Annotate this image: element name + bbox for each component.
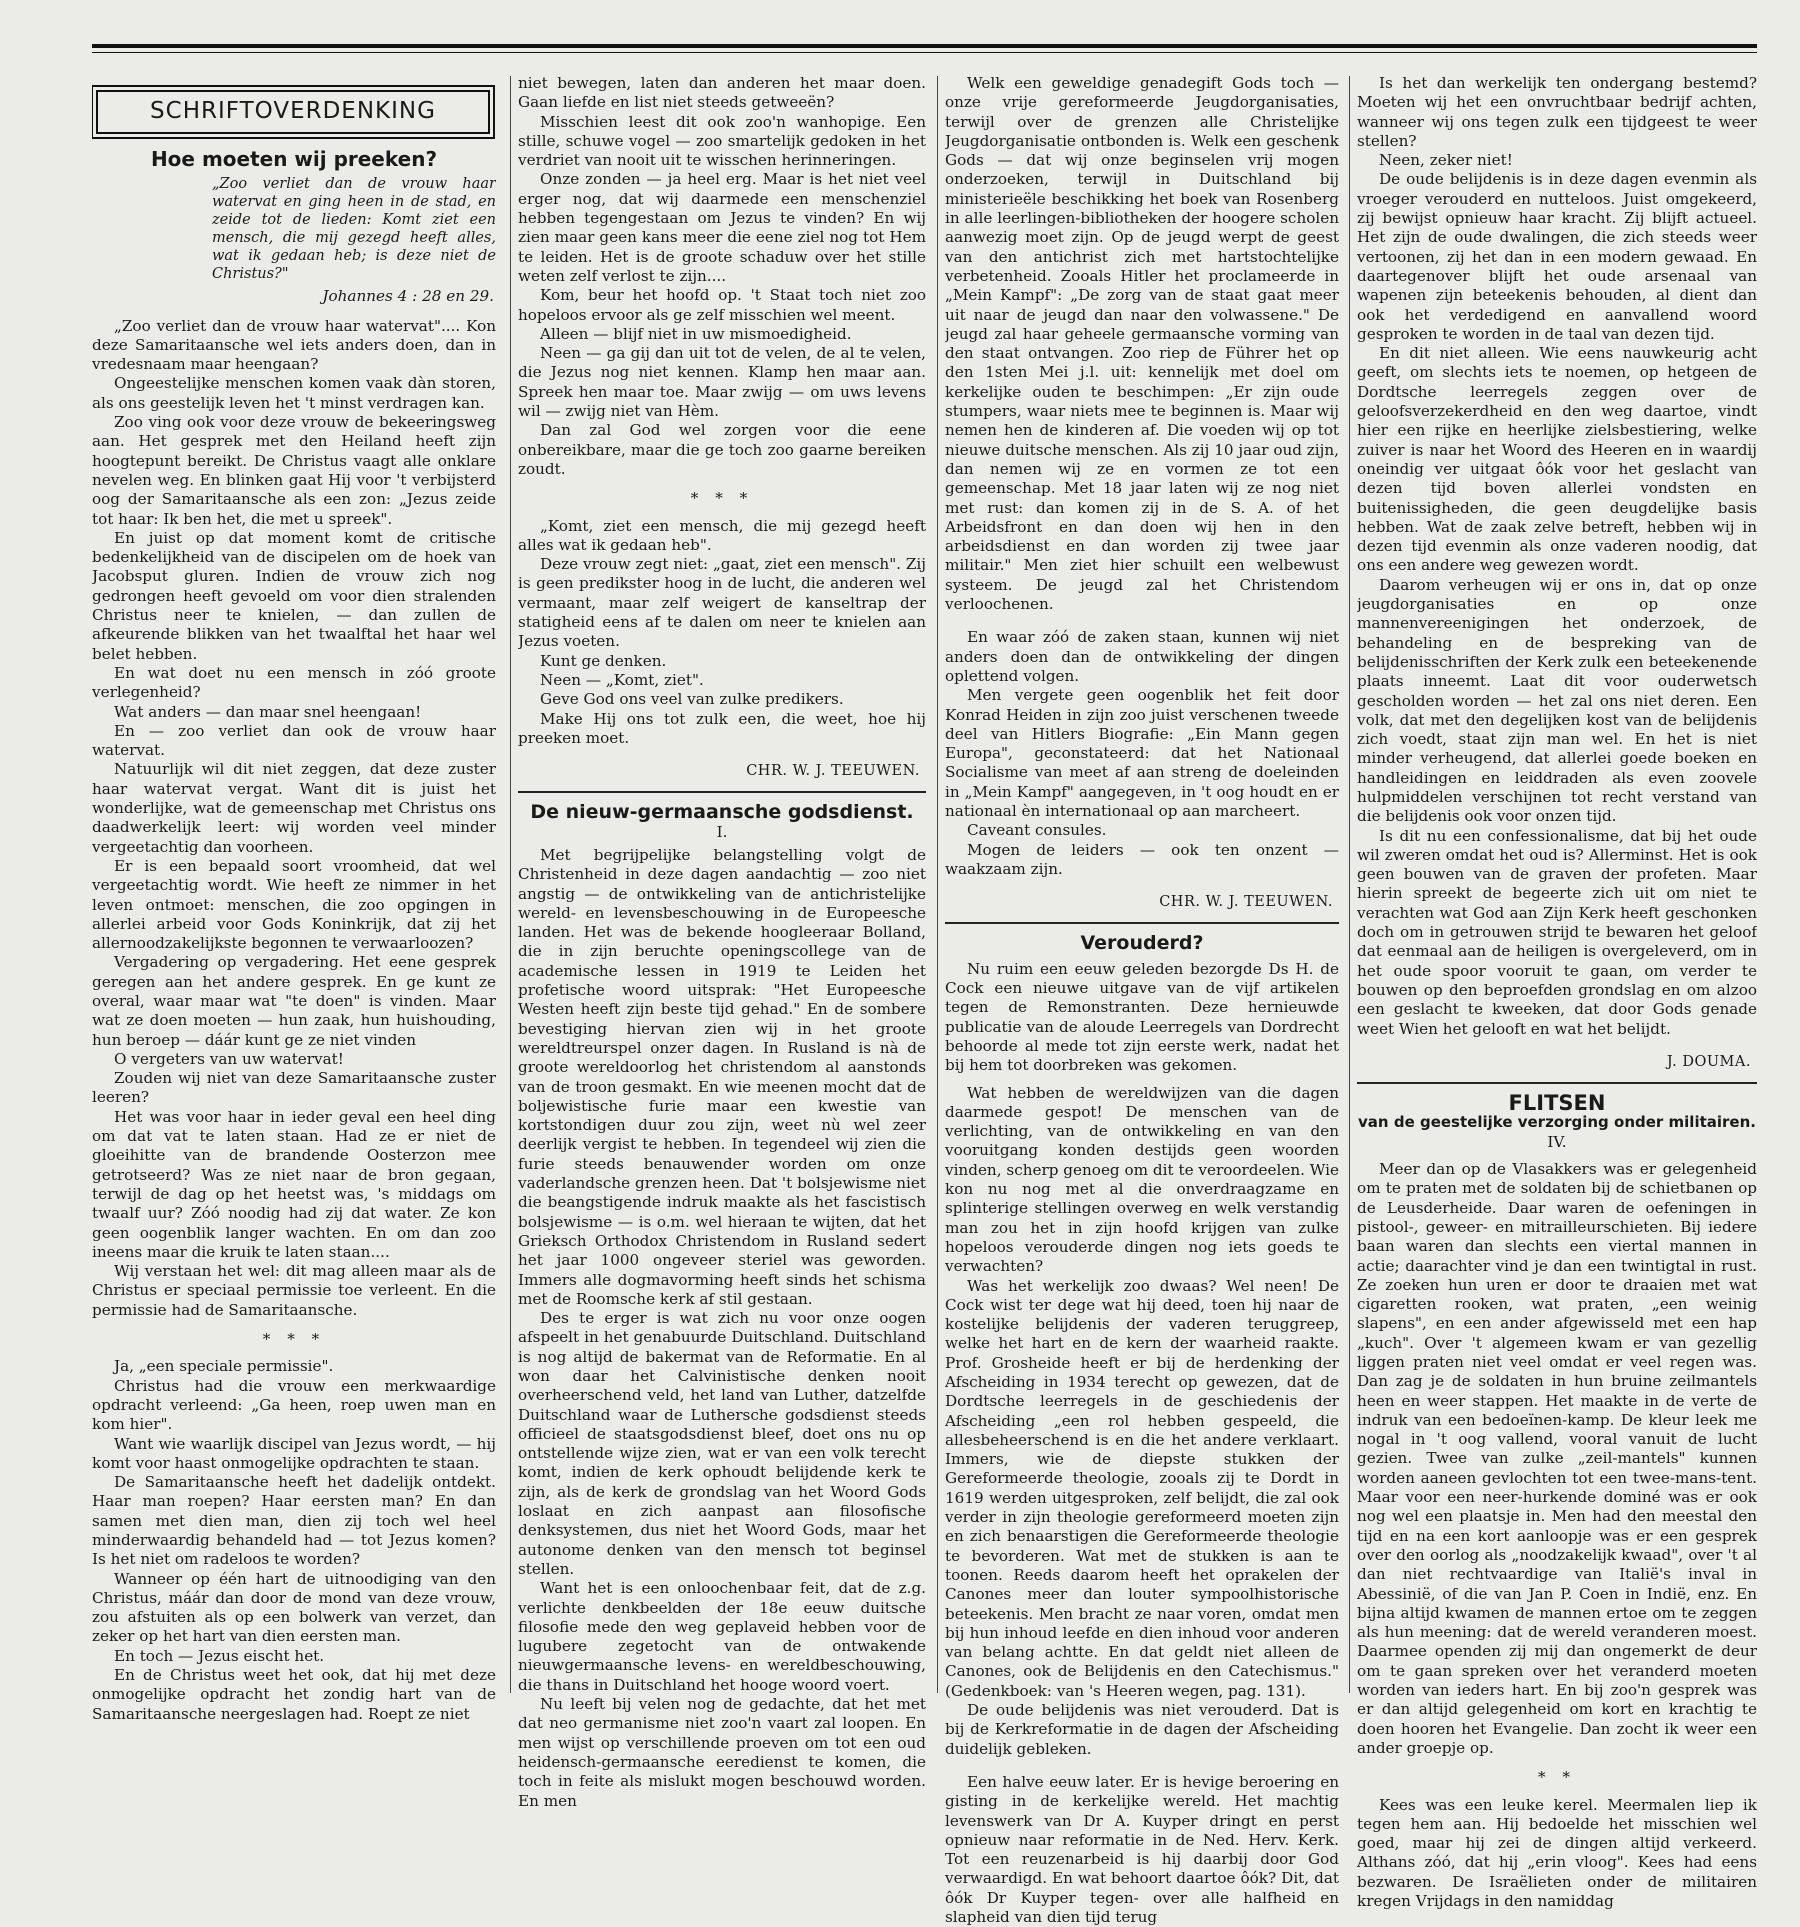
article-title: De nieuw-germaansche godsdienst. [530, 801, 914, 824]
article-part-number: IV. [1547, 1132, 1567, 1151]
paragraph: Zouden wij niet van deze Samaritaansche zuster leeren? [92, 1069, 496, 1107]
paragraph: Nu leeft bij velen nog de gedachte, dat het met dat neo germanisme niet zoo'n vaart zal loopen. En men wijst op verschillende proeven om tot een oud heidensch-germaansche eeredienst te komen, die toch in feite als mislukt mogen beschouwd worden. En men [518, 1695, 926, 1810]
paragraph: Alleen — blijf niet in uw mismoedigheid. [540, 324, 852, 343]
paragraph: Dan zal God wel zorgen voor die eene onbereikbare, maar die ge toch zoo gaarne bereiken zoudt. [518, 421, 926, 478]
section-box-heading: SCHRIFTOVERDENKING [96, 90, 490, 134]
paragraph: Misschien leest dit ook zoo'n wanhopige. Een stille, schuwe vogel — zoo smartelijk gedoken in het verdriet van nooit uit te wisschen herinneringen. [518, 112, 926, 170]
paragraph: Was het werkelijk zoo dwaas? Wel neen! De Cock wist ter dege wat hij deed, toen hij naar de kostelijke belijdenis der vaderen teruggreep, welke het hart en de kern der waarheid raakte. Prof. Grosheide heeft er bij de herdenking der Afscheiding in 1934 terecht op gewezen, dat de Dordtsche leerregels in de geschiedenis der Afscheiding „een rol hebben gespeeld, die allesbeheerschend is en die het andere verklaart. Immers, wie de diepste stukken der Gereformeerde theologie, zooals zij te Dordt in 1619 werden uitgesproken, zelf belijdt, die zal ook verder in zijn theologie gereformeerd moeten zijn en zich benaarstigen die Gereformeerde theologie te bevorderen. Wat met de stukken is aan te toonen. Reeds daarom heeft het oprakelen der Canones meer dan louter sympoolhistorische beteekenis. Men bracht ze naar voren, omdat men bij hun inhoud leefde en dien inhoud voor anderen van belang achtte. En dat geldt niet alleen de Canones, ook de Belijdenis en den Catechismus." (Gedenkboek: van 's Heeren wegen, pag. 131). [945, 1276, 1339, 1700]
paragraph: Kom, beur het hoofd op. 't Staat toch niet zoo hopeloos ervoor als ge zelf misschien wel meent. [518, 286, 926, 324]
author-signature: CHR. W. J. TEEUWEN. [1159, 894, 1333, 911]
paragraph: Want wie waarlijk discipel van Jezus wordt, — hij komt voor haast onmogelijke opdrachten te staan. [92, 1434, 496, 1472]
column-2 [518, 74, 926, 1811]
top-rule-thin [92, 52, 1757, 53]
paragraph: En waar zóó de zaken staan, kunnen wij niet anders doen dan de ontwikkeling der dingen oplettend volgen. [945, 628, 1339, 685]
paragraph: Is het dan werkelijk ten ondergang bestemd? Moeten wij het een onvruchtbaar bedrijf achten, wanneer wij ons tegen zulk een tijdgeest te weer stellen? [1357, 74, 1757, 150]
paragraph: O vergeters van uw watervat! [114, 1049, 344, 1068]
column-3 [945, 74, 1339, 1927]
paragraph: Neen — „Komt, ziet". [540, 670, 704, 689]
paragraph: Mogen de leiders — ook ten onzent — waakzaam zijn. [945, 840, 1339, 878]
paragraph: Geve God ons veel van zulke predikers. [540, 690, 844, 709]
paragraph: Want het is een onloochenbaar feit, dat de z.g. verlichte denkbeelden der 18e eeuw duitsche filosofie mede den weg geplaveid hebben voor de lugubere zegetocht van de ontwakende nieuwgermaansche levens- en wereldbeschouwing, die thans in Duitschland het hooge woord voert. [518, 1579, 926, 1694]
paragraph: Er is een bepaald soort vroomheid, dat wel vergeetachtig wordt. Wie heeft ze nimmer in het leven ontmoet: menschen, die zoo opgingen in allerlei arbeid voor Gods Koninkrijk, dat zij het allernoodzakelijkste begonnen te verwaarloozen? [92, 856, 496, 953]
paragraph: De oude belijdenis is in deze dagen evenmin als vroeger verouderd en nutteloos. Juist omgekeerd, zij bewijst opnieuw haar kracht. Zij blijft actueel. Het zijn de oude dwalingen, die zich steeds weer vertoonen, zij het dan in een modern gewaad. En daartegenover blijft het oude arsenaal van wapenen zijn beteekenis behouden, al dient dan ook het verdedigend en aanvallend woord gesproken te worden in de taal van dezen tijd. [1357, 170, 1757, 343]
paragraph: Onze zonden — ja heel erg. Maar is het niet veel erger nog, dat wij daarmede een menschenziel hebben tegengestaan om Jezus te vinden? En wij zien maar geen kans meer die eene ziel nog tot Hem te leiden. Het is de groote schaduw over het stille weten zelf verlost te zijn.... [518, 170, 926, 285]
section-divider-stars: * * [1537, 1768, 1576, 1787]
paragraph: Make Hij ons tot zulk een, die weet, hoe hij preeken moet. [518, 709, 926, 747]
paragraph: Deze vrouw zegt niet: „gaat, ziet een mensch". Zij is geen predikster hoog in de lucht, die anderen wel vermaant, maar zelf weigert de kanseltrap der statigheid eens af te dalen om neer te knielen aan Jezus voeten. [518, 555, 926, 651]
paragraph: Daarom verheugen wij er ons in, dat op onze jeugdorganisaties en op onze mannenvereenigingen het onderzoek, de behandeling en de bespreking van de belijdenisschriften der Kerk zulk een beteekenende plaats inneemt. Laat dit voor ouderwetsch gescholden worden — het zal ons niet deren. Een volk, dat met den degelijken kost van de belijdenis zich voedt, staat zijn man wel. En het is niet minder verheugend, dat allerlei goede boeken en handleidingen en leiddraden als even zoovele hulpmiddelen verschijnen tot recht verstand van die belijdenis ook voor onzen tijd. [1357, 575, 1757, 826]
article-part-number: I. [716, 822, 728, 841]
paragraph: niet bewegen, laten dan anderen het maar doen. Gaan liefde en list niet steeds getweeën? [518, 74, 926, 112]
author-signature: CHR. W. J. TEEUWEN. [746, 763, 920, 780]
scripture-reference: Johannes 4 : 28 en 29. [322, 287, 494, 306]
section-divider-stars: * * * [690, 489, 754, 508]
article-separator [1357, 1082, 1757, 1084]
article-separator [945, 922, 1339, 924]
top-rule [92, 44, 1757, 48]
article-subtitle: van de geestelijke verzorging onder militairen. [1358, 1113, 1756, 1132]
paragraph: Ongeestelijke menschen komen vaak dàn storen, als ons geestelijk leven het 't minst verdragen kan. [92, 374, 496, 412]
paragraph: De oude belijdenis was niet verouderd. Dat is bij de Kerkreformatie in de dagen der Afscheiding duidelijk gebleken. [945, 1701, 1339, 1758]
paragraph: Des te erger is wat zich nu voor onze oogen afspeelt in het genabuurde Duitschland. Duitschland is nog altijd de bakermat van de Reformatie. En al won daar het Calvinistische denken nooit overheerschend veld, het land van Luther, datzelfde Duitschland waar de Luthersche godsdienst steeds officieel de staatsgodsdienst bleef, doet ons nu op ontstellende wijze zien, wat er van een volk terecht komt, indien de kerk ophoudt belijdende kerk te zijn, als de kerk de grondslag van het Woord Gods loslaat en zich aanpast aan filosofische denksystemen, dus niet het Woord Gods, maar het autonome denken van den mensch tot beginsel stellen. [518, 1309, 926, 1578]
paragraph: Kees was een leuke kerel. Meermalen liep ik tegen hem aan. Hij bedoelde het misschien wel goed, maar hij zei de dingen altijd verkeerd. Althans zóó, dat hij „erin vloog". Kees had eens bezwaren. De Israëlieten onder de militairen kregen Vrijdags in den namiddag [1357, 1795, 1757, 1911]
paragraph: En dit niet alleen. Wie eens nauwkeurig acht geeft, om slechts iets te noemen, op hetgeen de Dordtsche leerregels zeggen over de geloofsverzekerdheid en den weg daartoe, vindt hier een rijke en heerlijke zielsbestiering, welke zuiver is naar het Woord des Heeren en in waardij oneindig ver uitgaat ôók voor het geslacht van dezen tijd boven allerlei vondsten en buitenissigheden, die geen deugdelijke basis hebben. Wat de zaak zelve betreft, hebben wij in dezen tijd evenmin als onze vaderen noodig, dat ons een andere weg gewezen wordt. [1357, 344, 1757, 575]
article-title: Verouderd? [1080, 932, 1204, 955]
paragraph: Natuurlijk wil dit niet zeggen, dat deze zuster haar watervat vergat. Want dit is juist het wonderlijke, wat de gemeenschap met Christus ons daadwerkelijk leert: wij worden veel minder vergeetachtig dan voorheen. [92, 760, 496, 856]
article-title: Hoe moeten wij preeken? [150, 147, 438, 171]
paragraph: Wanneer op één hart de uitnoodiging van den Christus, máár dan door de mond van deze vrouw, zou afstuiten als op een bolwerk van verzet, dan zeker op het hart van dien eersten man. [92, 1569, 496, 1646]
paragraph: Vergadering op vergadering. Het eene gesprek geregen aan het andere gesprek. En ge kunt ze overal, waar maar wat "te doen" is vinden. Maar wat ze doen moeten — hun zaak, hun huishouding, hun beroep — dáár kunt ge ze niet vinden [92, 953, 496, 1049]
paragraph: Een halve eeuw later. Er is hevige beroering en gisting in de kerkelijke wereld. Het machtig levenswerk van Dr A. Kuyper dringt en perst opnieuw naar reformatie in de Ned. Herv. Kerk. Tot een reuzenarbeid is hij daarbij door God verwaardigd. En wat behoort daartoe ôók? Dit, dat ôók Dr Kuyper tegen- over alle halfheid en slapheid van dien tijd terug [945, 1772, 1339, 1927]
paragraph: En toch — Jezus eischt het. [114, 1646, 325, 1665]
paragraph: De Samaritaansche heeft het dadelijk ontdekt. Haar man roepen? Haar eersten man? En dan samen met dien man, dien zij toch wel heel minderwaardig behandeld had — tot Jezus komen? Is het niet om radeloos te worden? [92, 1473, 496, 1569]
paragraph: Caveant consules. [967, 821, 1107, 840]
paragraph: Met begrijpelijke belangstelling volgt de Christenheid in deze dagen aandachtig — zoo niet angstig — de ontwikkeling van de antichristelijke wereld- en levensbeschouwing in de Europeesche landen. Het was de bekende hoogleeraar Bolland, die in zijn beruchte openingscollege van de academische lessen in 1919 te Leiden het profetische woord uitsprak: "Het Europeesche Westen heeft zijn beste tijd gehad." En de sombere bevestiging hiervan zien wij in het groote wereldtreurspel onzer dagen. In Rusland is nà de groote wereldoorlog het christendom al aanstonds van de troon gesmakt. En wie meenen mocht dat de boljewistische furie maar een kwestie van kortstondigen duur zou zijn, weet nù wel zeer deerlijk vergist te hebben. In tegendeel wij zien die furie steeds benauwender worden om onze vaderlandsche grenzen heen. Dat 't bolsjewisme niet die beangstigende indruk maakte als het fascistisch bolsjewisme — is o.m. wel hieraan te wijten, dat het Grieksch Orthodox Christendom in Rusland sedert het jaar 1000 ongeveer steriel was geworden. Immers alle dogmavorming heeft sinds het schisma met de Roomsche kerk af stil gestaan. [518, 845, 926, 1308]
column-divider-1 [510, 76, 511, 1693]
paragraph: Neen, zeker niet! [1379, 151, 1513, 170]
column-divider-2 [937, 76, 938, 1693]
article-title: FLITSEN [1508, 1091, 1606, 1116]
paragraph: Wat hebben de wereldwijzen van die dagen daarmede gespot! De menschen van de verlichting, van de ontwikkeling en van den vooruitgang konden destijds geen woorden vinden, scherp genoeg om dit te veroordeelen. Wie kon nu nog met al die onverdraagzame en splinterige stellingen overweg en welk verstandig man zou het in zijn hoofd krijgen van zulke hopeloos verouderde dingen nog iets goeds te verwachten? [945, 1083, 1339, 1276]
paragraph: En wat doet nu een mensch in zóó groote verlegenheid? [92, 663, 496, 702]
paragraph: Wij verstaan het wel: dit mag alleen maar als de Christus er speciaal permissie toe verleent. En die permissie had de Samaritaansche. [92, 1262, 496, 1319]
paragraph: Meer dan op de Vlasakkers was er gelegenheid om te praten met de soldaten bij de schietbanen op de Leusderheide. Daar waren de oefeningen in pistool-, geweer- en mitrailleurschieten. Bij iedere baan waren dan slechts een viertal mannen in actie; daarachter vind je dan een twintigtal in rust. Ze zoeken hun uren er door te draaien met wat cigaretten rooken, wat praten, „een weinig slapens", en een ander afgewisseld met een hap „kuch". Over 't algemeen kwam er van gezellig liggen praten niet veel omdat er veel regen was. Dan zag je de soldaten in hun bruine zeilmantels heen en weer stappen. Het maakte in de verte de indruk van een bedoeïnen-kamp. De kleur leek me nogal in 't oog vallend, vooral vanuit de lucht gezien. Twee van zulke „zeil-mantels" kunnen worden aaneen gevlochten tot een twee-mans-tent. Maar voor een neer-hurkende dominé was er ook nog wel een plaatsje in. Men had den meestal den tijd en na een kort aanloopje was er een gesprek over den oorlog als „noodzakelijk kwaad", over 't al dan niet rechtvaardige van Italië's inval in Abessinië, of die van Jan P. Coen in Indië, enz. En bijna altijd kwamen de mannen ertoe om te zeggen als hun meening: dat de wereld veranderen moest. Daarmee openden zij mij dan ongemerkt de deur om te gaan spreken over het veranderd moeten worden van ieders hart. En bij zoo'n gesprek was er dan altijd gelegenheid om kort en krachtig te doen hooren het Evangelie. Dan zocht ik weer een ander groepje op. [1357, 1160, 1757, 1757]
paragraph: Nu ruim een eeuw geleden bezorgde Ds H. de Cock een nieuwe uitgave van de vijf artikelen tegen de Remonstranten. Deze hernieuwde publicatie van de aloude Leerregels van Dordrecht behoorde al mede tot zijn eerste werk, nadat het bij hem tot doorbreken was gekomen. [945, 959, 1339, 1075]
author-signature: J. DOUMA. [1666, 1053, 1751, 1070]
paragraph: Het was voor haar in ieder geval een heel ding om dat vat te laten staan. Had ze er niet de gloeihitte van de brandende Oosterzon mee getrotseerd? Was ze niet naar de bron gegaan, terwijl de dag op het heetst was, 's middags om twaalf uur? Zóó noodig had zij dat water. Ze kon geen oogenblik langer wachten. En om dan zoo ineens maar die kruik te laten staan.... [92, 1107, 496, 1261]
column-1 [92, 74, 496, 1724]
paragraph: Is dit nu een confessionalisme, dat bij het oude wil zweren omdat het oud is? Allerminst. Het is ook geen bouwen van de graven der profeten. Maar hierin spreekt de begeerte zich uit om niet te verachten wat God aan Zijn Kerk heeft geschonken doch om in getrouwen strijd te bewaren het geloof dat eenmaal aan de heiligen is overgeleverd, om in het oude spoor vooruit te gaan, om verder te bouwen op den beproefden grondslag en om alzoo een geslacht te kweeken, dat door Gods genade weet Wien het gelooft en wat het belijdt. [1357, 826, 1757, 1038]
paragraph: En — zoo verliet dan ook de vrouw haar watervat. [92, 721, 496, 760]
section-divider-stars: * * * [262, 1330, 326, 1349]
paragraph: Zoo ving ook voor deze vrouw de bekeeringsweg aan. Het gesprek met den Heiland heeft zijn hoogtepunt bereikt. De Christus vaagt alle onklare nevelen weg. En blinken gaat Hij voor 't verbijsterd oog der Samaritaansche als een zon: „Jezus zeide tot haar: Ik ben het, die met u spreek". [92, 413, 496, 528]
paragraph: Wat anders — dan maar snel heengaan! [114, 702, 422, 721]
paragraph: Kunt ge denken. [540, 651, 667, 670]
paragraph: En juist op dat moment komt de critische bedenkelijkheid van de discipelen om de hoek van Jacobsput gluren. Indien de vrouw zich nog gedrongen heeft gevoeld om voor dien stralenden Christus neer te knielen, — dan zullen de afkeurende blikken van het twaalftal het haar wel belet hebben. [92, 528, 496, 663]
paragraph: Ja, „een speciale permissie". [114, 1357, 334, 1376]
column-divider-3 [1349, 76, 1350, 1693]
paragraph: Men vergete geen oogenblik het feit door Konrad Heiden in zijn zoo juist verschenen tweede deel van Hitlers Biografie: „Ein Mann gegen Europa", geconstateerd: dat het Nationaal Socialisme van meet af aan streng de doeleinden in „Mein Kampf" aangegeven, in 't oog houdt en er nationaal èn internationaal op aan marcheert. [945, 686, 1339, 820]
paragraph: En de Christus weet het ook, dat hij met deze onmogelijke opdracht het zondig hart van de Samaritaansche neergeslagen had. Roept ze niet [92, 1666, 496, 1723]
scripture-motto: „Zoo verliet dan de vrouw haar watervat en ging heen in de stad, en zeide tot de lieden: Komt ziet een mensch, die mij gezegd heeft alles, wat ik gedaan heb; is deze niet de Christus?" [212, 176, 496, 283]
paragraph: Christus had die vrouw een merkwaardige opdracht verleend: „Ga heen, roep uwen man en kom hier". [92, 1376, 496, 1434]
paragraph: „Zoo verliet dan de vrouw haar watervat".... Kon deze Samaritaansche wel iets anders doen, dan in vredesnaam maar heengaan? [92, 316, 496, 374]
paragraph: Welk een geweldige genadegift Gods toch — onze vrije gereformeerde Jeugdorganisaties, terwijl over de grenzen alle Christelijke Jeugdorganisatie ontbonden is. Welk een geschenk Gods — dat wij onze beginselen vrij mogen onderzoeken, terwijl in Duitschland bij ministerieële beschikking het boek van Rosenberg in alle leerlingen-bibliotheken der hoogere scholen aanwezig moet zijn. Op de jeugd werpt de geest van den antichrist zich met hartstochtelijke verbetenheid. Zooals Hitler het proclameerde in „Mein Kampf": „De zorg van de staat gaat meer uit naar de jeugd dan naar den volwassene." De jeugd zal haar geheele germaansche vorming van den staat ontvangen. Zoo riep de Führer het op den 1sten Mei j.l. uit: kennelijk met doel om kerkelijke ouden te beschimpen: „Er zijn oude stumpers, waar niets mee te beginnen is. Maar wij nemen hen de kinderen af. Die voeden wij op tot nieuwe duitsche menschen. Als zij 10 jaar oud zijn, dan nemen wij ze en vormen ze tot een gemeenschap. Met 18 jaar laten wij ze nog niet met rust: dan komen zij in de S. A. of het Arbeidsfront en dan doen wij hen in den arbeidsdienst en dan worden zij twee jaar militair." Men ziet hier schuilt een welbewust systeem. De jeugd zal het Christendom verloochenen. [945, 74, 1339, 614]
paragraph: „Komt, ziet een mensch, die mij gezegd heeft alles wat ik gedaan heb". [518, 516, 926, 554]
article-separator [518, 791, 926, 793]
paragraph: Neen — ga gij dan uit tot de velen, de al te velen, die Jezus nog niet kennen. Klamp hen maar aan. Spreek hen maar toe. Maar zwijg — om uws levens wil — zwijg niet van Hèm. [518, 344, 926, 421]
column-4 [1357, 74, 1757, 1911]
